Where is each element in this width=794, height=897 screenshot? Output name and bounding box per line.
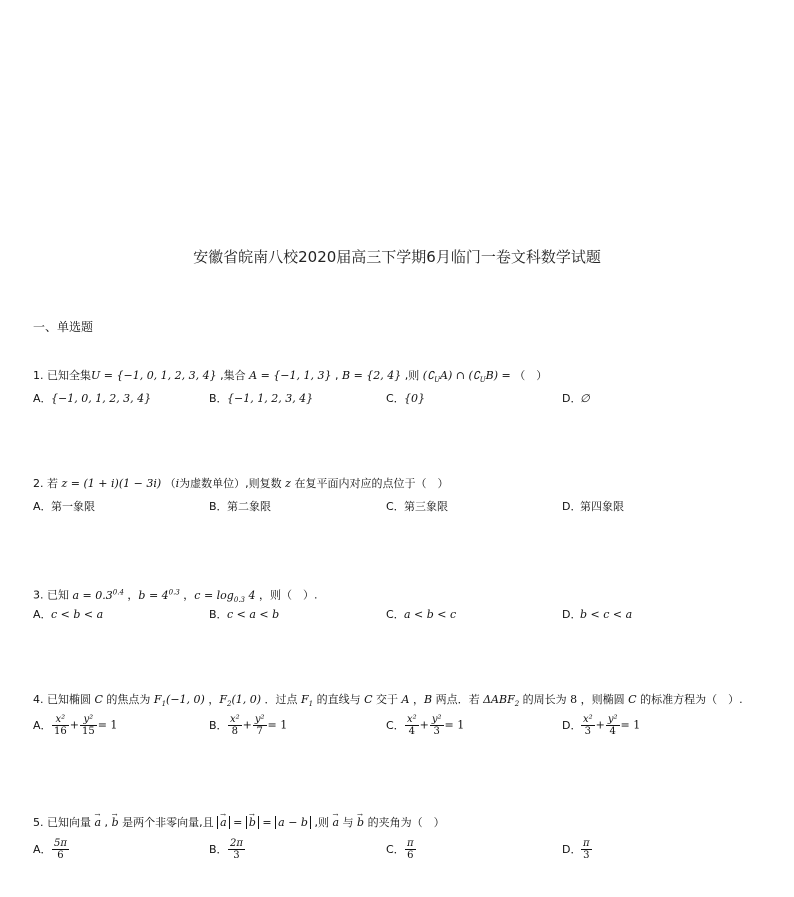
equals: = 1	[620, 718, 641, 732]
q4-f: F	[219, 693, 227, 706]
q4-text: 的周长为	[519, 693, 571, 706]
plus-sign: +	[69, 718, 79, 732]
q3-text: ，	[123, 588, 139, 602]
q2-text: 在复平面内对应的点位于（ ）	[290, 477, 449, 490]
q4-options	[33, 714, 753, 748]
q4-text: 交于	[372, 693, 402, 706]
option-value: {−1, 0, 1, 2, 3, 4}	[51, 392, 152, 405]
q4-math: A	[401, 693, 410, 706]
fraction	[228, 838, 245, 861]
fraction	[228, 714, 242, 737]
q4-text: 的直线与	[313, 693, 365, 706]
equals: = 1	[267, 718, 288, 732]
q5-number: 5. 已知向量	[33, 816, 95, 829]
numerator: x²	[52, 714, 69, 726]
plus-sign: +	[595, 718, 605, 732]
option-value: a < b < c	[404, 608, 457, 621]
option-label: B．	[209, 392, 228, 405]
denominator: 3	[233, 850, 240, 861]
q5-text: =	[258, 816, 276, 829]
q4-math	[219, 693, 262, 709]
q4-f-coord: (−1, 0)	[166, 693, 205, 706]
q2-option-a[interactable]	[33, 499, 95, 515]
plus-sign: +	[242, 718, 252, 732]
q4-option-a[interactable]	[33, 714, 117, 737]
q3-c	[194, 589, 255, 602]
q4-text: 两点．若	[432, 693, 484, 706]
q1-set-u: U = {−1, 0, 1, 2, 3, 4}	[91, 369, 217, 382]
denominator: 16	[54, 726, 67, 737]
option-label: C．	[386, 608, 405, 621]
q1-expr-part: A) ∩ (∁	[440, 369, 480, 382]
q1-set-a: A = {−1, 1, 3}	[249, 369, 332, 382]
numerator: 5π	[54, 838, 67, 849]
option-label: B．	[209, 608, 228, 621]
q5-text: =	[229, 816, 246, 829]
q4-f: F	[153, 693, 162, 706]
q1-expr-sub: U	[434, 376, 440, 385]
fraction	[52, 714, 69, 737]
q3-b-base: b = 4	[138, 588, 169, 602]
q5-option-d[interactable]	[562, 838, 593, 861]
q2-expr: z = (1 + i)(1 − 3i)	[61, 477, 162, 490]
numerator: π	[407, 838, 414, 849]
option-label: B．	[209, 500, 228, 513]
q4-triangle: ΔABF	[483, 693, 515, 706]
q3-option-a[interactable]	[33, 607, 103, 623]
denominator: 4	[609, 726, 616, 737]
q4-math: 8	[570, 693, 578, 706]
fraction	[80, 714, 97, 737]
q3-a-base: a = 0.3	[72, 588, 113, 602]
q4-text: ，	[204, 693, 220, 706]
q5-vector-a: → a	[95, 815, 102, 831]
q5-text: 的夹角为（ ）	[364, 816, 445, 829]
question-2	[33, 476, 448, 492]
option-label: A．	[33, 718, 52, 732]
denominator: 3	[583, 850, 590, 861]
option-value: 第二象限	[227, 500, 271, 513]
option-label: A．	[33, 500, 52, 513]
q1-expr	[422, 369, 499, 385]
q3-number: 3. 已知	[33, 588, 73, 602]
option-label: D．	[562, 718, 582, 732]
denominator: 7	[256, 726, 263, 737]
question-4	[33, 692, 743, 712]
q1-expr-part: (∁	[422, 369, 435, 382]
q3-option-d[interactable]	[562, 607, 632, 623]
q2-option-b[interactable]	[209, 499, 271, 515]
option-value: b < c < a	[580, 608, 633, 621]
q4-math	[483, 693, 520, 709]
numerator: x²	[583, 714, 593, 725]
q3-b-exp: 0.3	[168, 588, 180, 596]
option-label: A．	[33, 392, 52, 405]
option-label: D．	[562, 842, 582, 856]
option-value: ∅	[580, 392, 590, 405]
q4-f-coord: (1, 0)	[231, 693, 262, 706]
q5-options	[33, 838, 753, 872]
q5-text: 与	[339, 816, 358, 829]
q4-math	[153, 693, 205, 709]
option-value: c < b < a	[51, 608, 104, 621]
fraction	[405, 714, 419, 737]
q5-vector-a: → a	[332, 815, 339, 831]
q1-option-a[interactable]	[33, 391, 151, 407]
q3-option-b[interactable]	[209, 607, 279, 623]
q2-option-c[interactable]	[386, 499, 448, 515]
q5-abs: a − b	[275, 816, 311, 829]
option-value: 第四象限	[580, 500, 624, 513]
q5-text: 是两个非零向量,且	[118, 816, 218, 829]
option-label: A．	[33, 608, 52, 621]
q3-a	[73, 589, 124, 602]
q1-text: ,	[331, 369, 343, 382]
q2-var: z	[285, 477, 291, 490]
q1-expr-part: B)	[485, 369, 499, 382]
q5-abs	[246, 816, 259, 829]
denominator: 6	[57, 850, 64, 861]
numerator: 2π	[230, 838, 243, 849]
q5-text: ,则	[310, 816, 333, 829]
fraction	[606, 714, 620, 737]
fraction	[430, 714, 444, 737]
q5-abs	[217, 816, 230, 829]
q4-math: B	[424, 693, 433, 706]
question-1	[33, 368, 547, 388]
option-label: C．	[386, 500, 405, 513]
option-label: D．	[562, 500, 582, 513]
q4-text: ，则椭圆	[577, 693, 629, 706]
q4-number: 4. 已知椭圆	[33, 693, 95, 706]
fraction	[405, 838, 416, 861]
option-label: C．	[386, 718, 405, 732]
numerator: π	[583, 838, 590, 849]
q5-vector-b: → b	[357, 815, 364, 831]
option-value: c < a < b	[227, 608, 280, 621]
q4-text: 的标准方程为（ ）.	[636, 693, 743, 706]
q1-options	[33, 391, 753, 411]
q1-text: = （ ）	[498, 369, 548, 382]
q4-math: C	[94, 693, 103, 706]
option-label: B．	[209, 842, 228, 856]
numerator: x²	[407, 714, 417, 725]
q4-f: F	[301, 693, 309, 706]
q1-option-b[interactable]	[209, 391, 313, 407]
q4-option-d[interactable]	[562, 714, 640, 737]
option-value: 第一象限	[51, 500, 95, 513]
q2-options	[33, 499, 753, 519]
q4-math	[301, 693, 314, 709]
section-heading: 一、单选题	[33, 320, 94, 334]
q4-f-sub: 2	[226, 700, 232, 709]
q4-f-sub: 1	[308, 700, 314, 709]
q5-text: ,	[101, 816, 112, 829]
numerator: y²	[431, 714, 442, 725]
q1-expr-sub: U	[479, 376, 486, 385]
denominator: 3	[433, 726, 440, 737]
q4-math: C	[628, 693, 637, 706]
q4-option-b[interactable]	[209, 714, 287, 737]
option-label: C．	[386, 842, 405, 856]
q4-option-c[interactable]	[386, 714, 464, 737]
numerator: x²	[230, 714, 240, 725]
q3-c-arg: 4	[245, 588, 256, 602]
q1-option-c[interactable]	[386, 391, 425, 407]
question-5	[33, 815, 445, 831]
option-label: D．	[562, 392, 582, 405]
q3-c-log: c = log	[194, 588, 234, 602]
q3-option-c[interactable]	[386, 607, 456, 623]
q2-text: 为虚数单位）,则复数	[179, 477, 286, 490]
fraction	[253, 714, 267, 737]
q3-options	[33, 607, 753, 627]
q1-text: ,则	[401, 369, 423, 382]
q1-text: ,集合	[216, 369, 250, 382]
equals: = 1	[444, 718, 465, 732]
q4-triangle-sub: 2	[514, 700, 520, 709]
equals: = 1	[97, 718, 118, 732]
q5-vector-b: → b	[112, 815, 119, 831]
q2-number: 2. 若	[33, 477, 62, 490]
q4-math: C	[364, 693, 373, 706]
numerator: y²	[80, 714, 97, 726]
denominator: 8	[231, 726, 239, 737]
q1-number: 1. 已知全集	[33, 369, 91, 382]
q1-option-d[interactable]	[562, 391, 590, 407]
q1-set-b: B = {2, 4}	[342, 369, 402, 382]
denominator: 3	[584, 726, 592, 737]
option-value: 第三象限	[404, 500, 448, 513]
document-title: 安徽省皖南八校2020届高三下学期6月临门一卷文科数学试题	[193, 248, 601, 266]
q3-b	[138, 589, 179, 602]
q3-c-base: 0.3	[233, 595, 245, 604]
option-label: C．	[386, 392, 405, 405]
denominator: 6	[407, 850, 414, 861]
question-3	[33, 584, 318, 608]
option-label: B．	[209, 718, 228, 732]
q3-text: ，	[179, 588, 195, 602]
q5-option-a[interactable]	[33, 838, 70, 861]
option-value: {−1, 1, 2, 3, 4}	[227, 392, 314, 405]
denominator: 4	[408, 726, 416, 737]
q5-option-c[interactable]	[386, 838, 417, 861]
q2-text: （	[161, 477, 176, 490]
q5-vector-b: → b	[249, 815, 256, 831]
q4-text: ，	[409, 693, 424, 706]
q4-text: ．过点	[261, 693, 302, 706]
q3-a-exp: 0.4	[112, 588, 124, 596]
q3-text: ，则（ ）.	[255, 588, 318, 602]
q4-text: 的焦点为	[102, 693, 154, 706]
option-label: A．	[33, 842, 52, 856]
q2-var: i	[175, 477, 180, 490]
fraction	[52, 838, 69, 861]
q5-option-b[interactable]	[209, 838, 246, 861]
fraction	[581, 838, 592, 861]
option-value: {0}	[404, 392, 425, 405]
fraction	[581, 714, 595, 737]
denominator: 15	[81, 726, 95, 737]
q5-vector-a: → a	[220, 815, 227, 831]
q2-option-d[interactable]	[562, 499, 624, 515]
option-label: D．	[562, 608, 582, 621]
numerator: y²	[254, 714, 265, 725]
q4-f-sub: 1	[161, 700, 167, 709]
plus-sign: +	[419, 718, 429, 732]
numerator: y²	[607, 714, 618, 725]
